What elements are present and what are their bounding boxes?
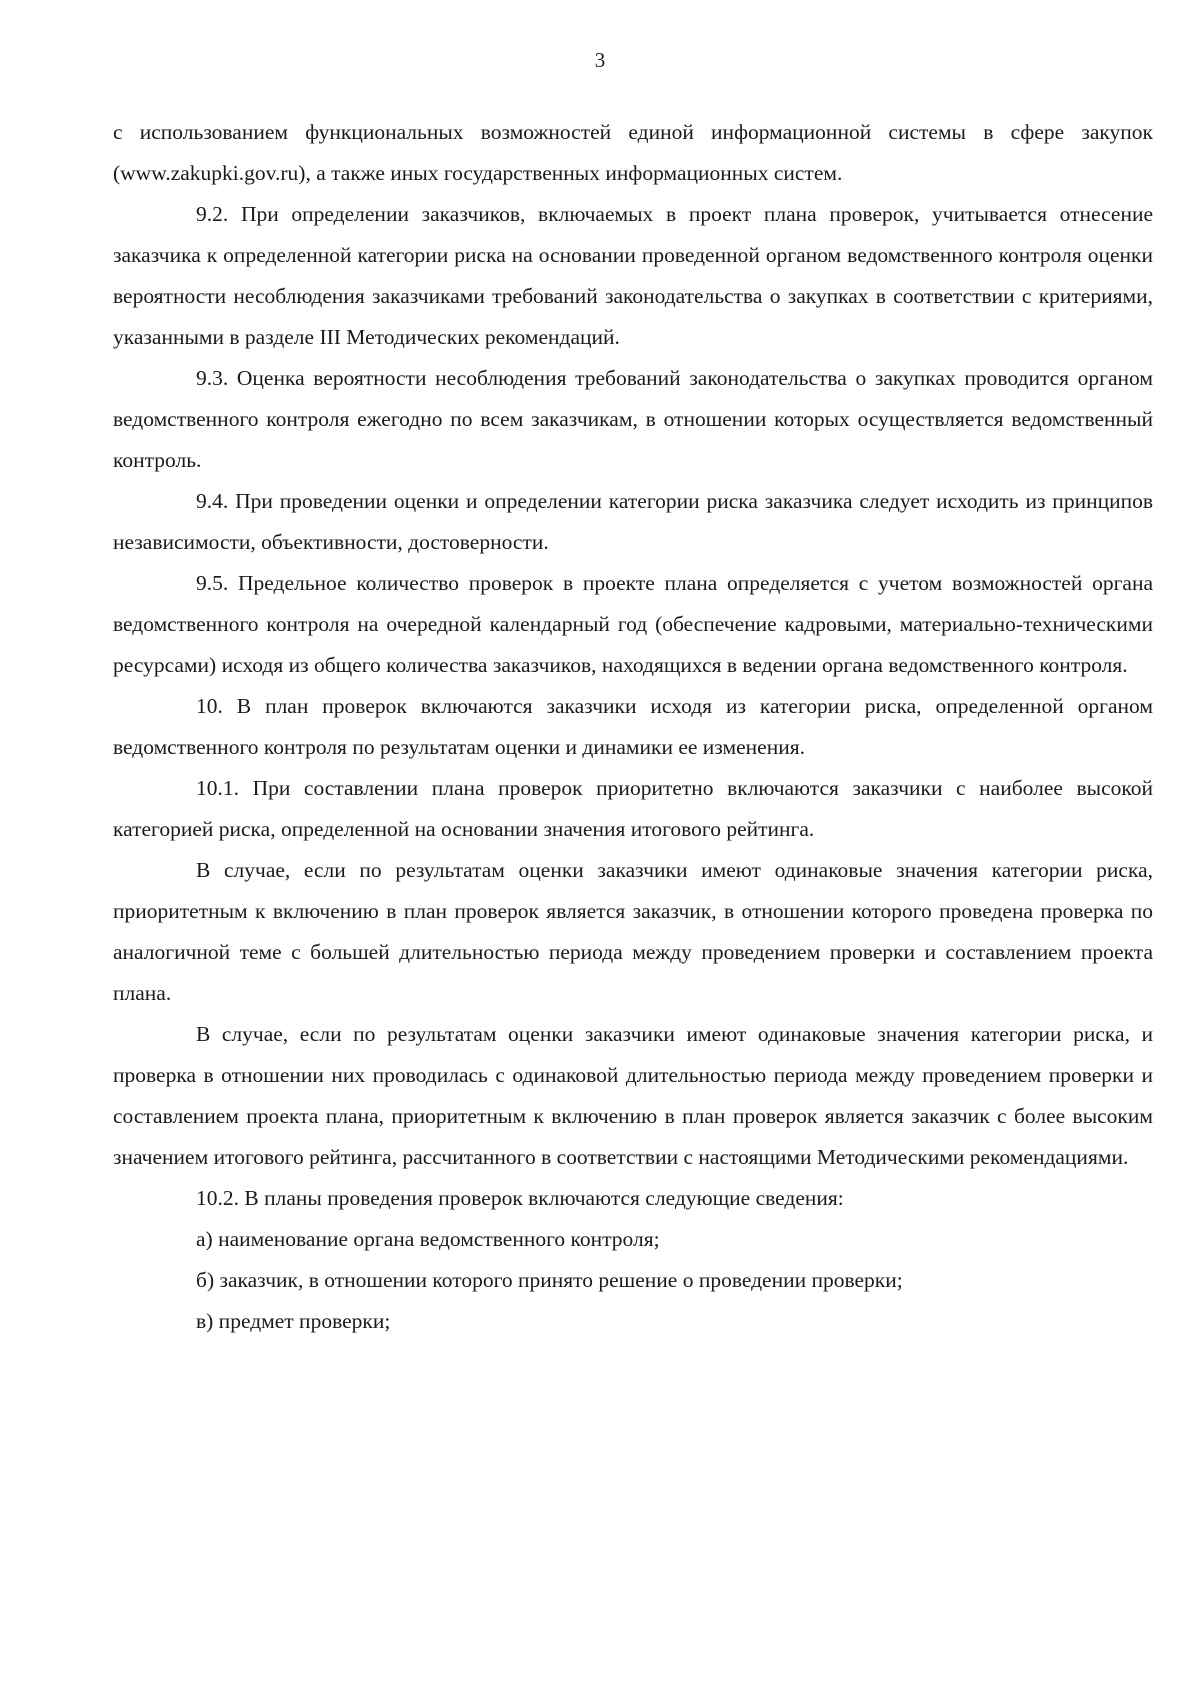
paragraph-9-1-continuation: с использованием функциональных возможностей единой информационной системы в сфере закупок (www.zakupki.gov.ru), а также иных государственных информационных систем. [113, 120, 1153, 185]
list-item-b: б) заказчик, в отношении которого принято решение о проведении проверки; [196, 1268, 903, 1292]
page-number: 3 [594, 48, 606, 72]
paragraph-10-2: 10.2. В планы проведения проверок включаются следующие сведения: [196, 1186, 844, 1210]
paragraph-10-1-case-b: В случае, если по результатам оценки заказчики имеют одинаковые значения категории риска, и проверка в отношении них проводилась с одинаковой длительностью периода между проведением проверки и составлением проекта плана, приоритетным к включению в план проверок является заказчик с более высоким значением итогового рейтинга, рассчитанного в соответствии с настоящими Методическими рекомендациями. [113, 1022, 1153, 1169]
paragraph-10: 10. В план проверок включаются заказчики исходя из категории риска, определенной органом ведомственного контроля по результатам оценки и динамики ее изменения. [113, 694, 1153, 759]
paragraph-9-5: 9.5. Предельное количество проверок в проекте плана определяется с учетом возможностей органа ведомственного контроля на очередной календарный год (обеспечение кадровыми, материально-техническими ресурсами) исходя из общего количества заказчиков, находящихся в ведении органа ведомственного контроля. [113, 571, 1153, 677]
document-body [113, 112, 1153, 1342]
paragraph-9-4: 9.4. При проведении оценки и определении категории риска заказчика следует исходить из принципов независимости, объективности, достоверности. [113, 489, 1153, 554]
paragraph-9-3: 9.3. Оценка вероятности несоблюдения требований законодательства о закупках проводится органом ведомственного контроля ежегодно по всем заказчикам, в отношении которых осуществляется ведомственный контроль. [113, 366, 1153, 472]
list-item-c: в) предмет проверки; [196, 1309, 391, 1333]
paragraph-10-1-case-a: В случае, если по результатам оценки заказчики имеют одинаковые значения категории риска, приоритетным к включению в план проверок является заказчик, в отношении которого проведена проверка по аналогичной теме с большей длительностью периода между проведением проверки и составлением проекта плана. [113, 858, 1153, 1005]
list-item-a: а) наименование органа ведомственного контроля; [196, 1227, 660, 1251]
paragraph-10-1: 10.1. При составлении плана проверок приоритетно включаются заказчики с наиболее высокой категорией риска, определенной на основании значения итогового рейтинга. [113, 776, 1153, 841]
paragraph-9-2: 9.2. При определении заказчиков, включаемых в проект плана проверок, учитывается отнесение заказчика к определенной категории риска на основании проведенной органом ведомственного контроля оценки вероятности несоблюдения заказчиками требований законодательства о закупках в соответствии с критериями, указанными в разделе III Методических рекомендаций. [113, 202, 1153, 349]
